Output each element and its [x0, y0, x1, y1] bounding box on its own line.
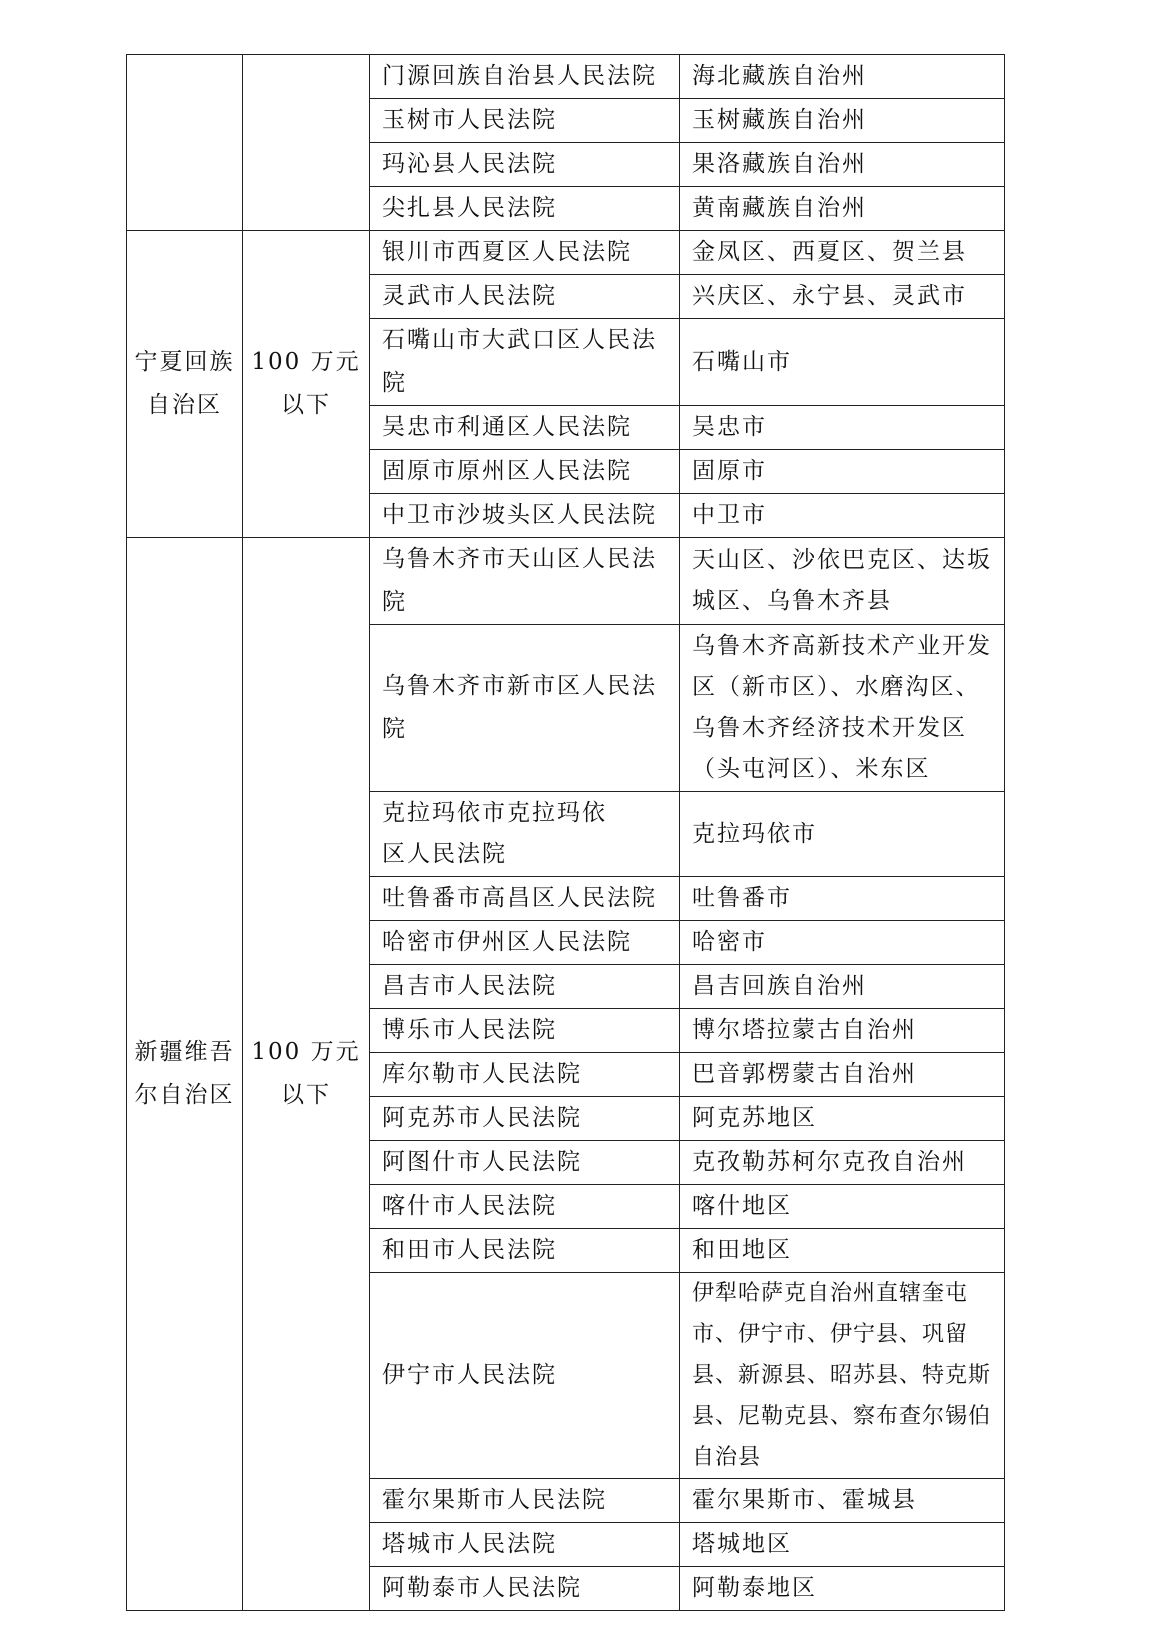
court-cell: 昌吉市人民法院: [370, 965, 680, 1009]
amount-cell: [243, 55, 370, 231]
court-cell: 吴忠市利通区人民法院: [370, 406, 680, 450]
court-cell: 玛沁县人民法院: [370, 143, 680, 187]
court-cell: 和田市人民法院: [370, 1229, 680, 1273]
court-cell: 阿勒泰市人民法院: [370, 1567, 680, 1611]
area-cell: 黄南藏族自治州: [680, 187, 1005, 231]
court-cell: 玉树市人民法院: [370, 99, 680, 143]
area-cell: 伊犁哈萨克自治州直辖奎屯市、伊宁市、伊宁县、巩留县、新源县、昭苏县、特克斯县、尼勒克县、察布查尔锡伯自治县: [680, 1273, 1005, 1479]
area-cell: 海北藏族自治州: [680, 55, 1005, 99]
area-cell: 克孜勒苏柯尔克孜自治州: [680, 1141, 1005, 1185]
area-cell: 中卫市: [680, 494, 1005, 538]
table-row: [127, 231, 1005, 275]
court-cell: 阿克苏市人民法院: [370, 1097, 680, 1141]
region-cell: [127, 55, 243, 231]
area-cell: 阿勒泰地区: [680, 1567, 1005, 1611]
area-cell: 阿克苏地区: [680, 1097, 1005, 1141]
court-cell: 博乐市人民法院: [370, 1009, 680, 1053]
court-cell: 乌鲁木齐市天山区人民法院: [370, 538, 680, 625]
area-cell: 克拉玛依市: [680, 792, 1005, 877]
area-cell: 博尔塔拉蒙古自治州: [680, 1009, 1005, 1053]
court-label: 克拉玛依市克拉玛依区人民法院: [382, 800, 607, 867]
court-cell: [370, 792, 680, 877]
area-cell: 吐鲁番市: [680, 877, 1005, 921]
area-cell: 固原市: [680, 450, 1005, 494]
court-cell: 哈密市伊州区人民法院: [370, 921, 680, 965]
area-cell: 霍尔果斯市、霍城县: [680, 1479, 1005, 1523]
area-cell: 金凤区、西夏区、贺兰县: [680, 231, 1005, 275]
area-cell: 塔城地区: [680, 1523, 1005, 1567]
area-cell: 巴音郭楞蒙古自治州: [680, 1053, 1005, 1097]
court-cell: 灵武市人民法院: [370, 275, 680, 319]
court-cell: 尖扎县人民法院: [370, 187, 680, 231]
area-cell: 喀什地区: [680, 1185, 1005, 1229]
court-cell: 中卫市沙坡头区人民法院: [370, 494, 680, 538]
court-cell: 石嘴山市大武口区人民法院: [370, 319, 680, 406]
amount-label: 100 万元以下: [251, 349, 361, 418]
court-cell: 阿图什市人民法院: [370, 1141, 680, 1185]
region-label: 宁夏回族自治区: [134, 349, 235, 418]
court-cell: 塔城市人民法院: [370, 1523, 680, 1567]
court-cell: 门源回族自治县人民法院: [370, 55, 680, 99]
area-cell: 天山区、沙依巴克区、达坂城区、乌鲁木齐县: [680, 538, 1005, 625]
court-cell: 乌鲁木齐市新市区人民法院: [370, 625, 680, 792]
region-cell: [127, 231, 243, 538]
court-cell: 伊宁市人民法院: [370, 1273, 680, 1479]
area-cell: 昌吉回族自治州: [680, 965, 1005, 1009]
area-cell: 和田地区: [680, 1229, 1005, 1273]
court-cell: 库尔勒市人民法院: [370, 1053, 680, 1097]
amount-cell: [243, 538, 370, 1611]
table-row: [127, 538, 1005, 625]
court-jurisdiction-table: [126, 54, 1005, 1611]
amount-label: 100 万元以下: [251, 1039, 361, 1108]
area-cell: 乌鲁木齐高新技术产业开发区（新市区）、水磨沟区、乌鲁木齐经济技术开发区（头屯河区）、米东区: [680, 625, 1005, 792]
region-label: 新疆维吾尔自治区: [134, 1039, 235, 1108]
region-cell: [127, 538, 243, 1611]
court-cell: 吐鲁番市高昌区人民法院: [370, 877, 680, 921]
area-cell: 玉树藏族自治州: [680, 99, 1005, 143]
area-cell: 果洛藏族自治州: [680, 143, 1005, 187]
table-row: [127, 55, 1005, 99]
area-cell: 吴忠市: [680, 406, 1005, 450]
court-cell: 银川市西夏区人民法院: [370, 231, 680, 275]
amount-cell: [243, 231, 370, 538]
area-cell: 哈密市: [680, 921, 1005, 965]
court-cell: 喀什市人民法院: [370, 1185, 680, 1229]
court-cell: 固原市原州区人民法院: [370, 450, 680, 494]
area-cell: 石嘴山市: [680, 319, 1005, 406]
area-cell: 兴庆区、永宁县、灵武市: [680, 275, 1005, 319]
court-cell: 霍尔果斯市人民法院: [370, 1479, 680, 1523]
